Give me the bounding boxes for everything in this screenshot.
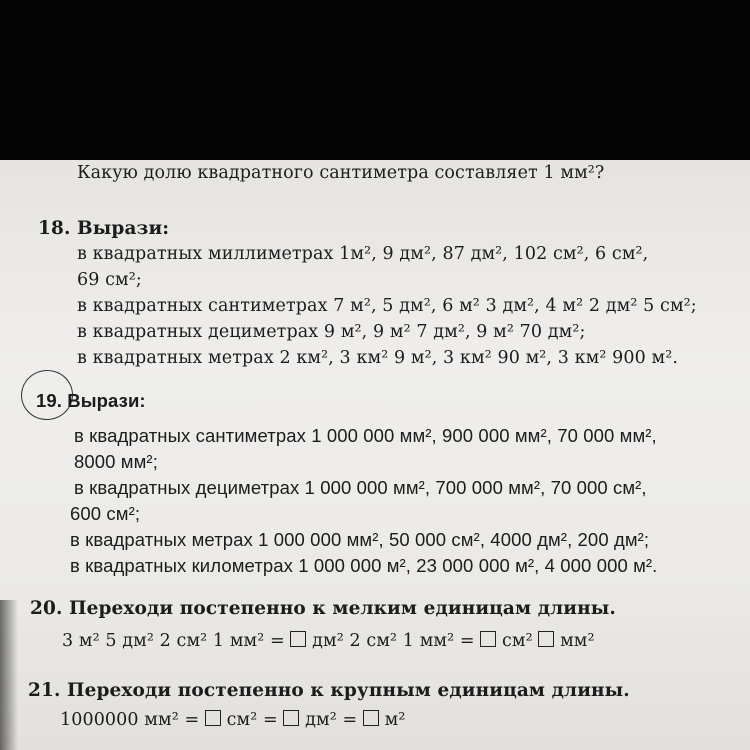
exercise-19-line: в квадратных сантиметрах 1 000 000 мм², 900 000 мм², 70 000 мм², <box>74 425 657 446</box>
exercise-20-title: Переходи постепенно к мелким единицам длины. <box>69 598 616 619</box>
exercise-19-number: 19. <box>36 390 63 411</box>
exercise-18-line: 69 см²; <box>77 270 142 290</box>
answer-box <box>538 631 554 647</box>
equation-part: м² <box>384 710 406 730</box>
exercise-18-line: в квадратных метрах 2 км², 3 км² 9 м², 3 км² 90 м², 3 км² 900 м². <box>77 348 679 368</box>
answer-box <box>283 710 299 726</box>
exercise-20-heading <box>30 598 616 619</box>
equation-part: дм² 2 см² 1 мм² = <box>312 631 475 651</box>
exercise-19-line: в квадратных километрах 1 000 000 м², 23 000 000 м², 4 000 000 м². <box>70 555 658 576</box>
exercise-19-line: в квадратных дециметрах 1 000 000 мм², 700 000 мм², 70 000 см², <box>74 477 647 498</box>
exercise-18-line: в квадратных дециметрах 9 м², 9 м² 7 дм², 9 м² 70 дм²; <box>77 322 586 342</box>
exercise-20-equation <box>62 631 595 651</box>
exercise-19-line: 600 см²; <box>70 503 141 524</box>
exercise-19-line: в квадратных метрах 1 000 000 мм², 50 000 см², 4000 дм², 200 дм²; <box>70 529 650 550</box>
cutoff-text-line: Какую долю квадратного сантиметра составляет 1 мм²? <box>77 163 605 183</box>
equation-part: см² = <box>226 710 278 730</box>
exercise-19-title: Вырази: <box>67 390 146 411</box>
exercise-18-line: в квадратных сантиметрах 7 м², 5 дм², 6 м² 3 дм², 4 м² 2 дм² 5 см²; <box>77 296 697 316</box>
answer-box <box>363 710 379 726</box>
equation-part: 3 м² 5 дм² 2 см² 1 мм² = <box>62 631 285 651</box>
exercise-18-line: в квадратных миллиметрах 1м², 9 дм², 87 дм², 102 см², 6 см², <box>77 244 649 264</box>
exercise-18-number: 18. <box>38 218 71 239</box>
exercise-21-number: 21. <box>28 680 61 701</box>
exercise-19-line: 8000 мм²; <box>74 451 158 472</box>
exercise-18-title: Вырази: <box>77 218 170 239</box>
answer-box <box>480 631 496 647</box>
dark-background <box>0 0 750 160</box>
exercise-19-heading <box>36 390 146 412</box>
exercise-21-equation <box>60 710 405 730</box>
exercise-21-heading <box>28 680 630 701</box>
page-shadow <box>0 600 18 750</box>
answer-box <box>205 710 221 726</box>
exercise-18-heading <box>38 218 169 239</box>
equation-part: мм² <box>560 631 595 651</box>
exercise-21-title: Переходи постепенно к крупным единицам длины. <box>67 680 630 701</box>
equation-part: 1000000 мм² = <box>60 710 200 730</box>
equation-part: дм² = <box>305 710 358 730</box>
equation-part: см² <box>502 631 533 651</box>
exercise-20-number: 20. <box>30 598 63 619</box>
answer-box <box>290 631 306 647</box>
